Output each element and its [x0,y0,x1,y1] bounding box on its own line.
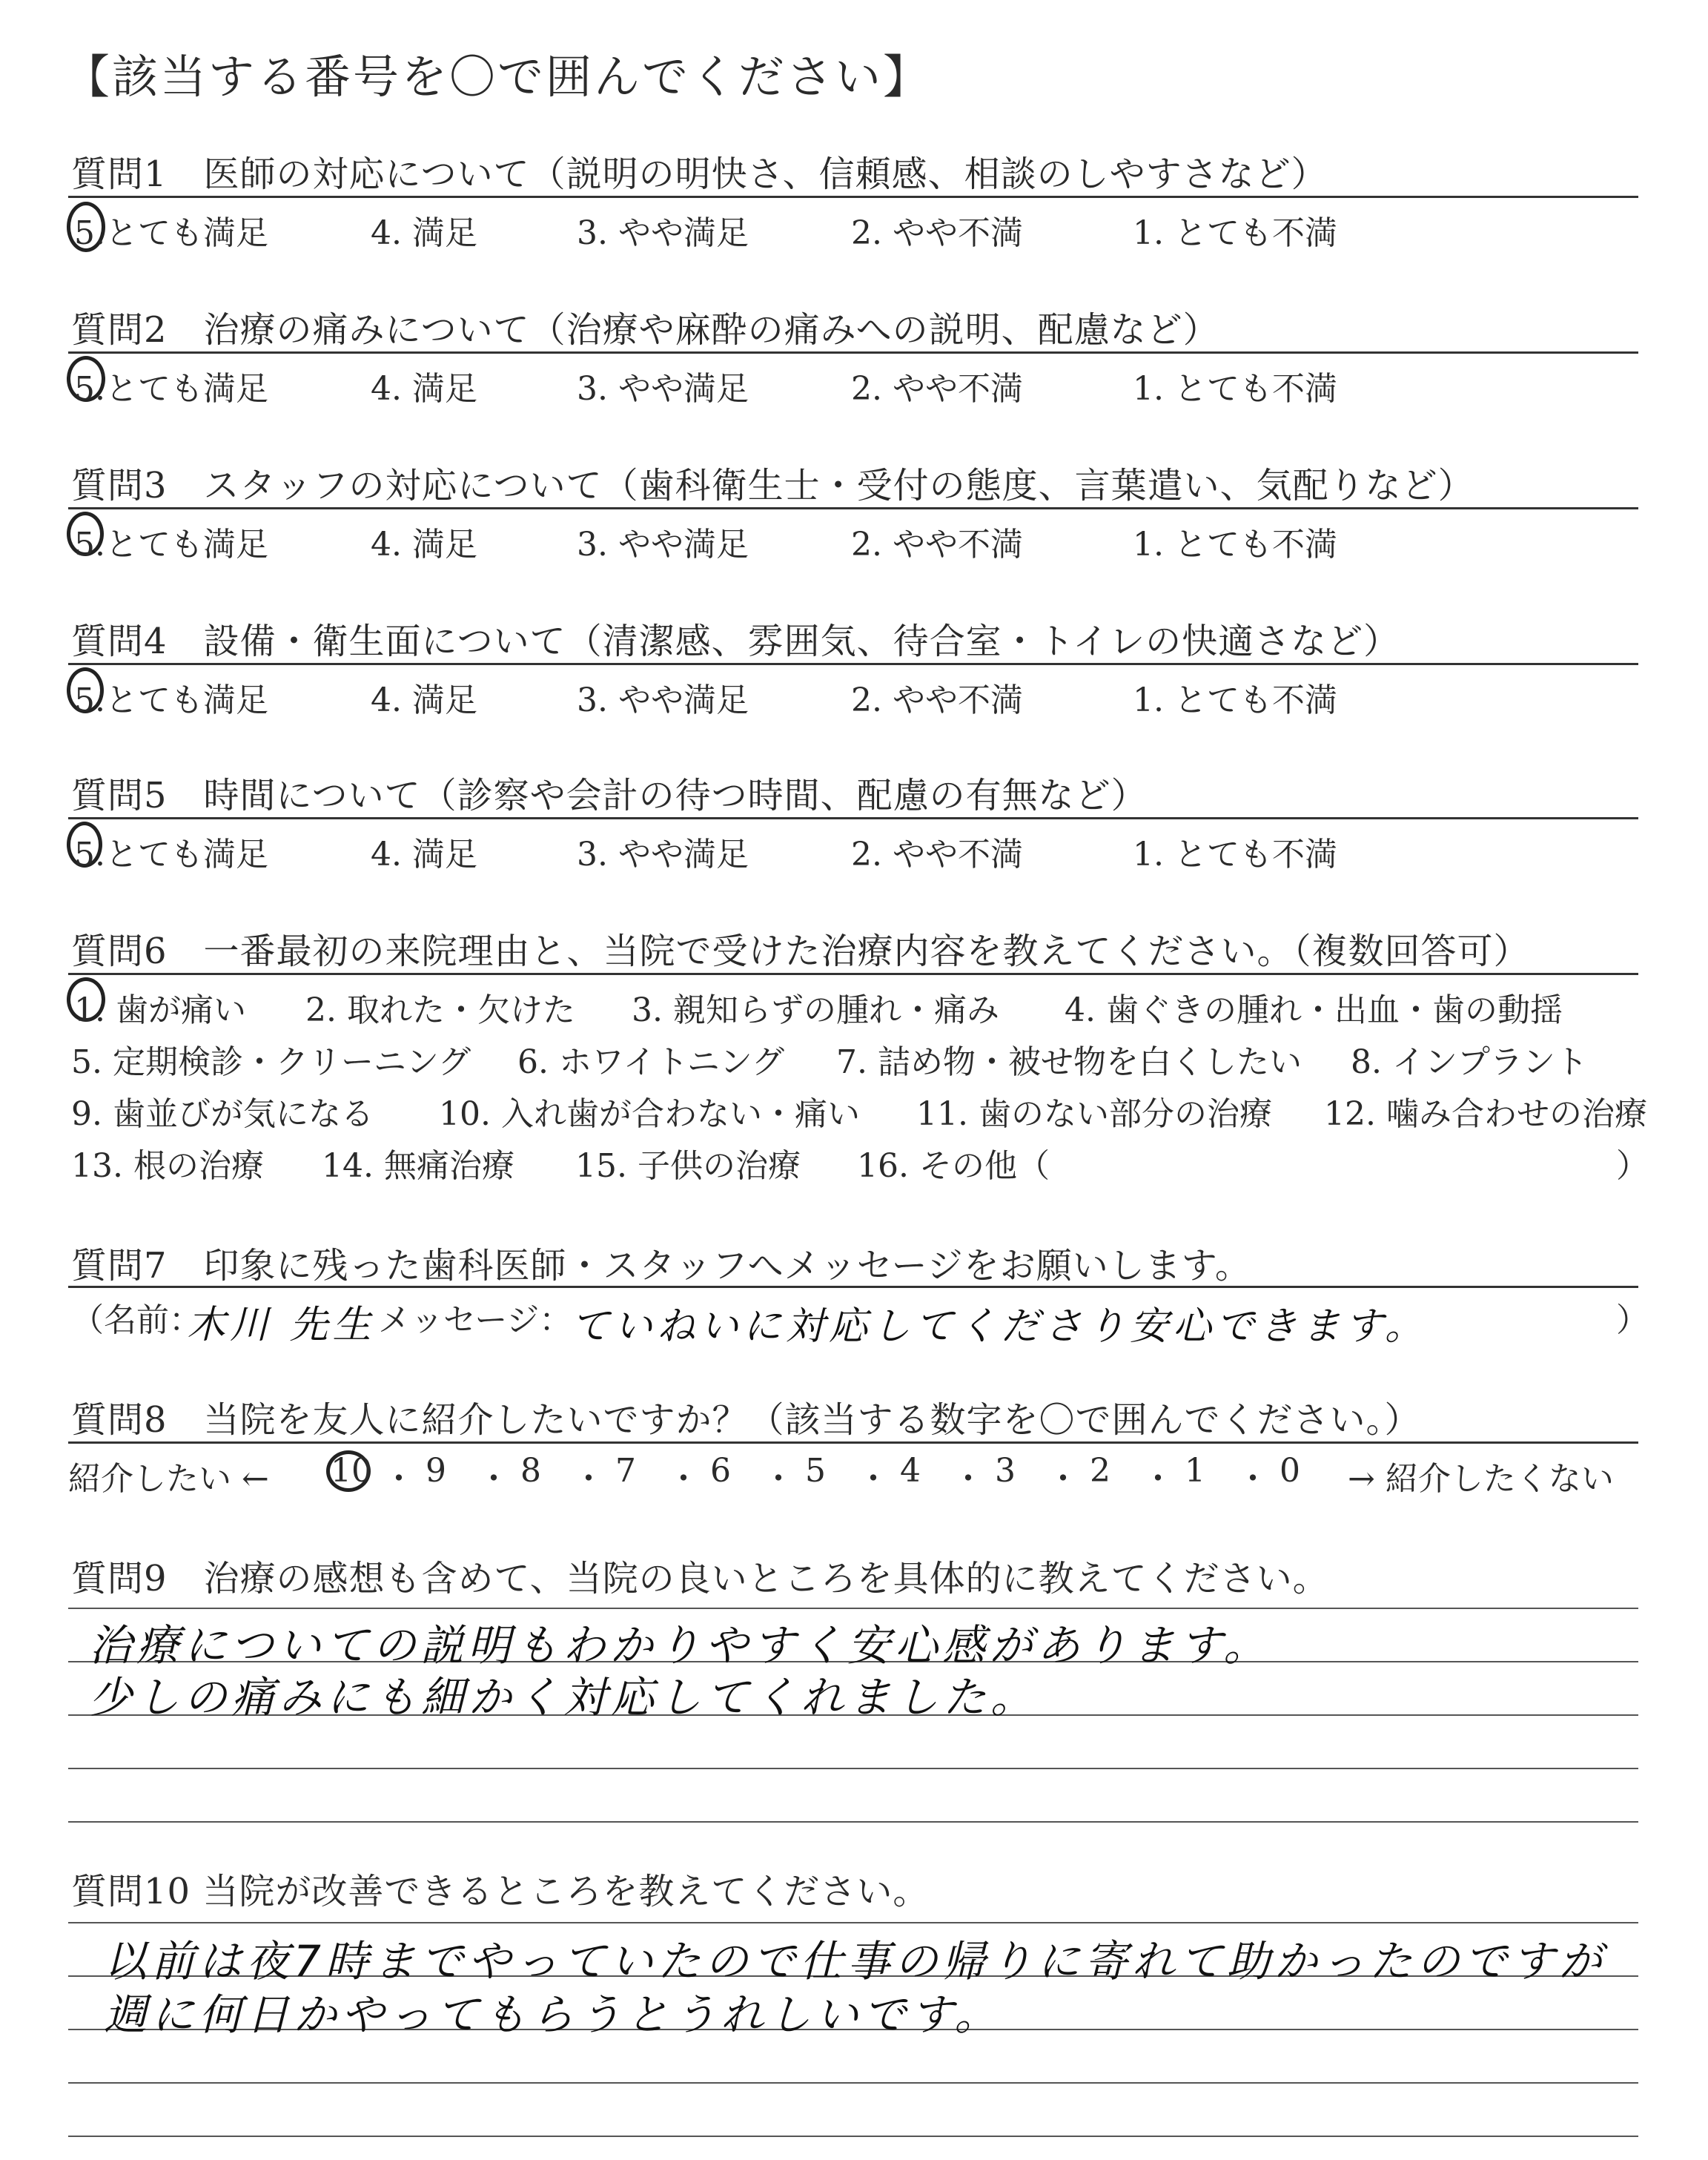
recommend-score-5[interactable]: 5 [805,1452,826,1490]
q9-answer-line-2[interactable]: 少しの痛みにも細かく対応してくれました。 [89,1672,1039,1723]
scale-separator-dot: ・ [572,1460,605,1498]
scale-separator-dot: ・ [383,1460,415,1498]
recommend-right-label: → 紹介したくない [1348,1460,1614,1498]
question-10-title: 質問10 当院が改善できるところを教えてください。 [71,1871,930,1912]
rating-option-3[interactable]: 3. やや満足 [577,214,749,252]
scale-separator-dot: ・ [762,1460,795,1498]
staff-name-handwritten[interactable]: 木川 先生 [187,1303,376,1347]
question-5-title: 質問5 時間について（診察や会計の待つ時間、配慮の有無など） [71,775,1148,816]
answer-line [68,1608,1638,1609]
rating-option-1[interactable]: 1. とても不満 [1133,836,1337,873]
scale-separator-dot: ・ [667,1460,700,1498]
answer-line [68,1821,1638,1823]
rating-option-5[interactable]: 5.とても満足 [74,214,268,252]
rating-option-4[interactable]: 4. 満足 [371,214,477,252]
rating-option-5[interactable]: 5.とても満足 [74,836,268,873]
scale-separator-dot: ・ [477,1460,510,1498]
rating-option-1[interactable]: 1. とても不満 [1133,526,1337,564]
recommend-score-10[interactable]: 10 [331,1452,372,1490]
recommend-score-9[interactable]: 9 [426,1452,446,1490]
rating-option-2[interactable]: 2. やや不満 [851,214,1023,252]
divider [68,973,1638,975]
q10-answer-line-2[interactable]: 週に何日かやってもらうとうれしいです。 [104,1989,1002,2040]
divider [68,1286,1638,1288]
recommend-score-3[interactable]: 3 [995,1452,1016,1490]
treatment-option-7[interactable]: 7. 詰め物・被せ物を白くしたい [836,1043,1302,1081]
rating-option-5[interactable]: 5.とても満足 [74,681,268,719]
recommend-score-6[interactable]: 6 [710,1452,731,1490]
treatment-option-5[interactable]: 5. 定期検診・クリーニング [71,1043,471,1081]
message-close-paren: ） [1616,1301,1649,1339]
q10-answer-line-1[interactable]: 以前は夜7時までやっていたので仕事の帰りに寄れて助かったのですが [104,1936,1606,1986]
rating-option-3[interactable]: 3. やや満足 [577,681,749,719]
divider [68,196,1638,198]
rating-option-4[interactable]: 4. 満足 [371,836,477,873]
treatment-option-1[interactable]: 1. 歯が痛い [74,991,246,1029]
recommend-left-label: 紹介したい ← [68,1460,269,1498]
treatment-option-12[interactable]: 12. 噛み合わせの治療 [1324,1095,1647,1133]
divider [68,351,1638,354]
rating-option-3[interactable]: 3. やや満足 [577,370,749,408]
rating-option-5[interactable]: 5.とても満足 [74,370,268,408]
q9-answer-line-1[interactable]: 治療についての説明もわかりやすく安心感があります。 [89,1620,1271,1671]
divider [68,507,1638,509]
divider [68,817,1638,819]
name-label: （名前： [71,1301,202,1339]
treatment-option-16[interactable]: 16. その他（ [857,1147,1050,1185]
question-1-title: 質問1 医師の対応について（説明の明快さ、信頼感、相談のしやすさなど） [71,153,1328,195]
rating-option-1[interactable]: 1. とても不満 [1133,681,1337,719]
rating-option-2[interactable]: 2. やや不満 [851,526,1023,564]
question-4-title: 質問4 設備・衛生面について（清潔感、雰囲気、待合室・トイレの快適さなど） [71,621,1400,662]
recommend-score-0[interactable]: 0 [1280,1452,1300,1490]
scale-separator-dot: ・ [952,1460,984,1498]
survey-header: 【該当する番号を〇で囲んでください】 [64,50,932,104]
recommend-score-8[interactable]: 8 [520,1452,541,1490]
rating-option-5[interactable]: 5.とても満足 [74,526,268,564]
treatment-option-14[interactable]: 14. 無痛治療 [322,1147,514,1185]
divider [68,1441,1638,1444]
scale-separator-dot: ・ [857,1460,890,1498]
message-label: メッセージ： [378,1301,572,1339]
divider [68,663,1638,665]
rating-option-2[interactable]: 2. やや不満 [851,370,1023,408]
recommend-score-4[interactable]: 4 [900,1452,921,1490]
treatment-option-2[interactable]: 2. 取れた・欠けた [305,991,575,1029]
treatment-option-13[interactable]: 13. 根の治療 [71,1147,264,1185]
treatment-option-15[interactable]: 15. 子供の治療 [575,1147,801,1185]
treatment-option-3[interactable]: 3. 親知らずの腫れ・痛み [632,991,999,1029]
answer-line [68,2136,1638,2137]
rating-option-4[interactable]: 4. 満足 [371,526,477,564]
treatment-option-8[interactable]: 8. インプラント [1351,1043,1588,1081]
question-7-title: 質問7 印象に残った歯科医師・スタッフへメッセージをお願いします。 [71,1245,1251,1287]
question-2-title: 質問2 治療の痛みについて（治療や麻酔の痛みへの説明、配慮など） [71,309,1219,351]
question-3-title: 質問3 スタッフの対応について（歯科衛生士・受付の態度、言葉遣い、気配りなど） [71,465,1474,506]
answer-line [68,2082,1638,2084]
answer-line [68,1922,1638,1923]
recommend-score-2[interactable]: 2 [1090,1452,1110,1490]
rating-option-2[interactable]: 2. やや不満 [851,836,1023,873]
scale-separator-dot: ・ [1142,1460,1174,1498]
rating-option-4[interactable]: 4. 満足 [371,681,477,719]
question-6-title: 質問6 一番最初の来院理由と、当院で受けた治療内容を教えてください。（複数回答可） [71,931,1530,972]
question-8-title: 質問8 当院を友人に紹介したいですか？（該当する数字を〇で囲んでください。） [71,1399,1421,1441]
other-close-paren: ） [1616,1147,1649,1185]
answer-line [68,1768,1638,1769]
rating-option-3[interactable]: 3. やや満足 [577,526,749,564]
message-handwritten[interactable]: ていねいに対応してくださり安心できます。 [571,1304,1428,1349]
recommend-score-7[interactable]: 7 [615,1452,636,1490]
scale-separator-dot: ・ [1237,1460,1269,1498]
rating-option-2[interactable]: 2. やや不満 [851,681,1023,719]
treatment-option-10[interactable]: 10. 入れ歯が合わない・痛い [439,1095,860,1133]
treatment-option-11[interactable]: 11. 歯のない部分の治療 [916,1095,1272,1133]
treatment-option-6[interactable]: 6. ホワイトニング [517,1043,785,1081]
rating-option-4[interactable]: 4. 満足 [371,370,477,408]
treatment-option-9[interactable]: 9. 歯並びが気になる [71,1095,374,1133]
scale-separator-dot: ・ [1047,1460,1079,1498]
treatment-option-4[interactable]: 4. 歯ぐきの腫れ・出血・歯の動揺 [1065,991,1563,1029]
recommend-score-1[interactable]: 1 [1185,1452,1205,1490]
rating-option-3[interactable]: 3. やや満足 [577,836,749,873]
question-9-title: 質問9 治療の感想も含めて、当院の良いところを具体的に教えてください。 [71,1558,1329,1599]
rating-option-1[interactable]: 1. とても不満 [1133,214,1337,252]
rating-option-1[interactable]: 1. とても不満 [1133,370,1337,408]
